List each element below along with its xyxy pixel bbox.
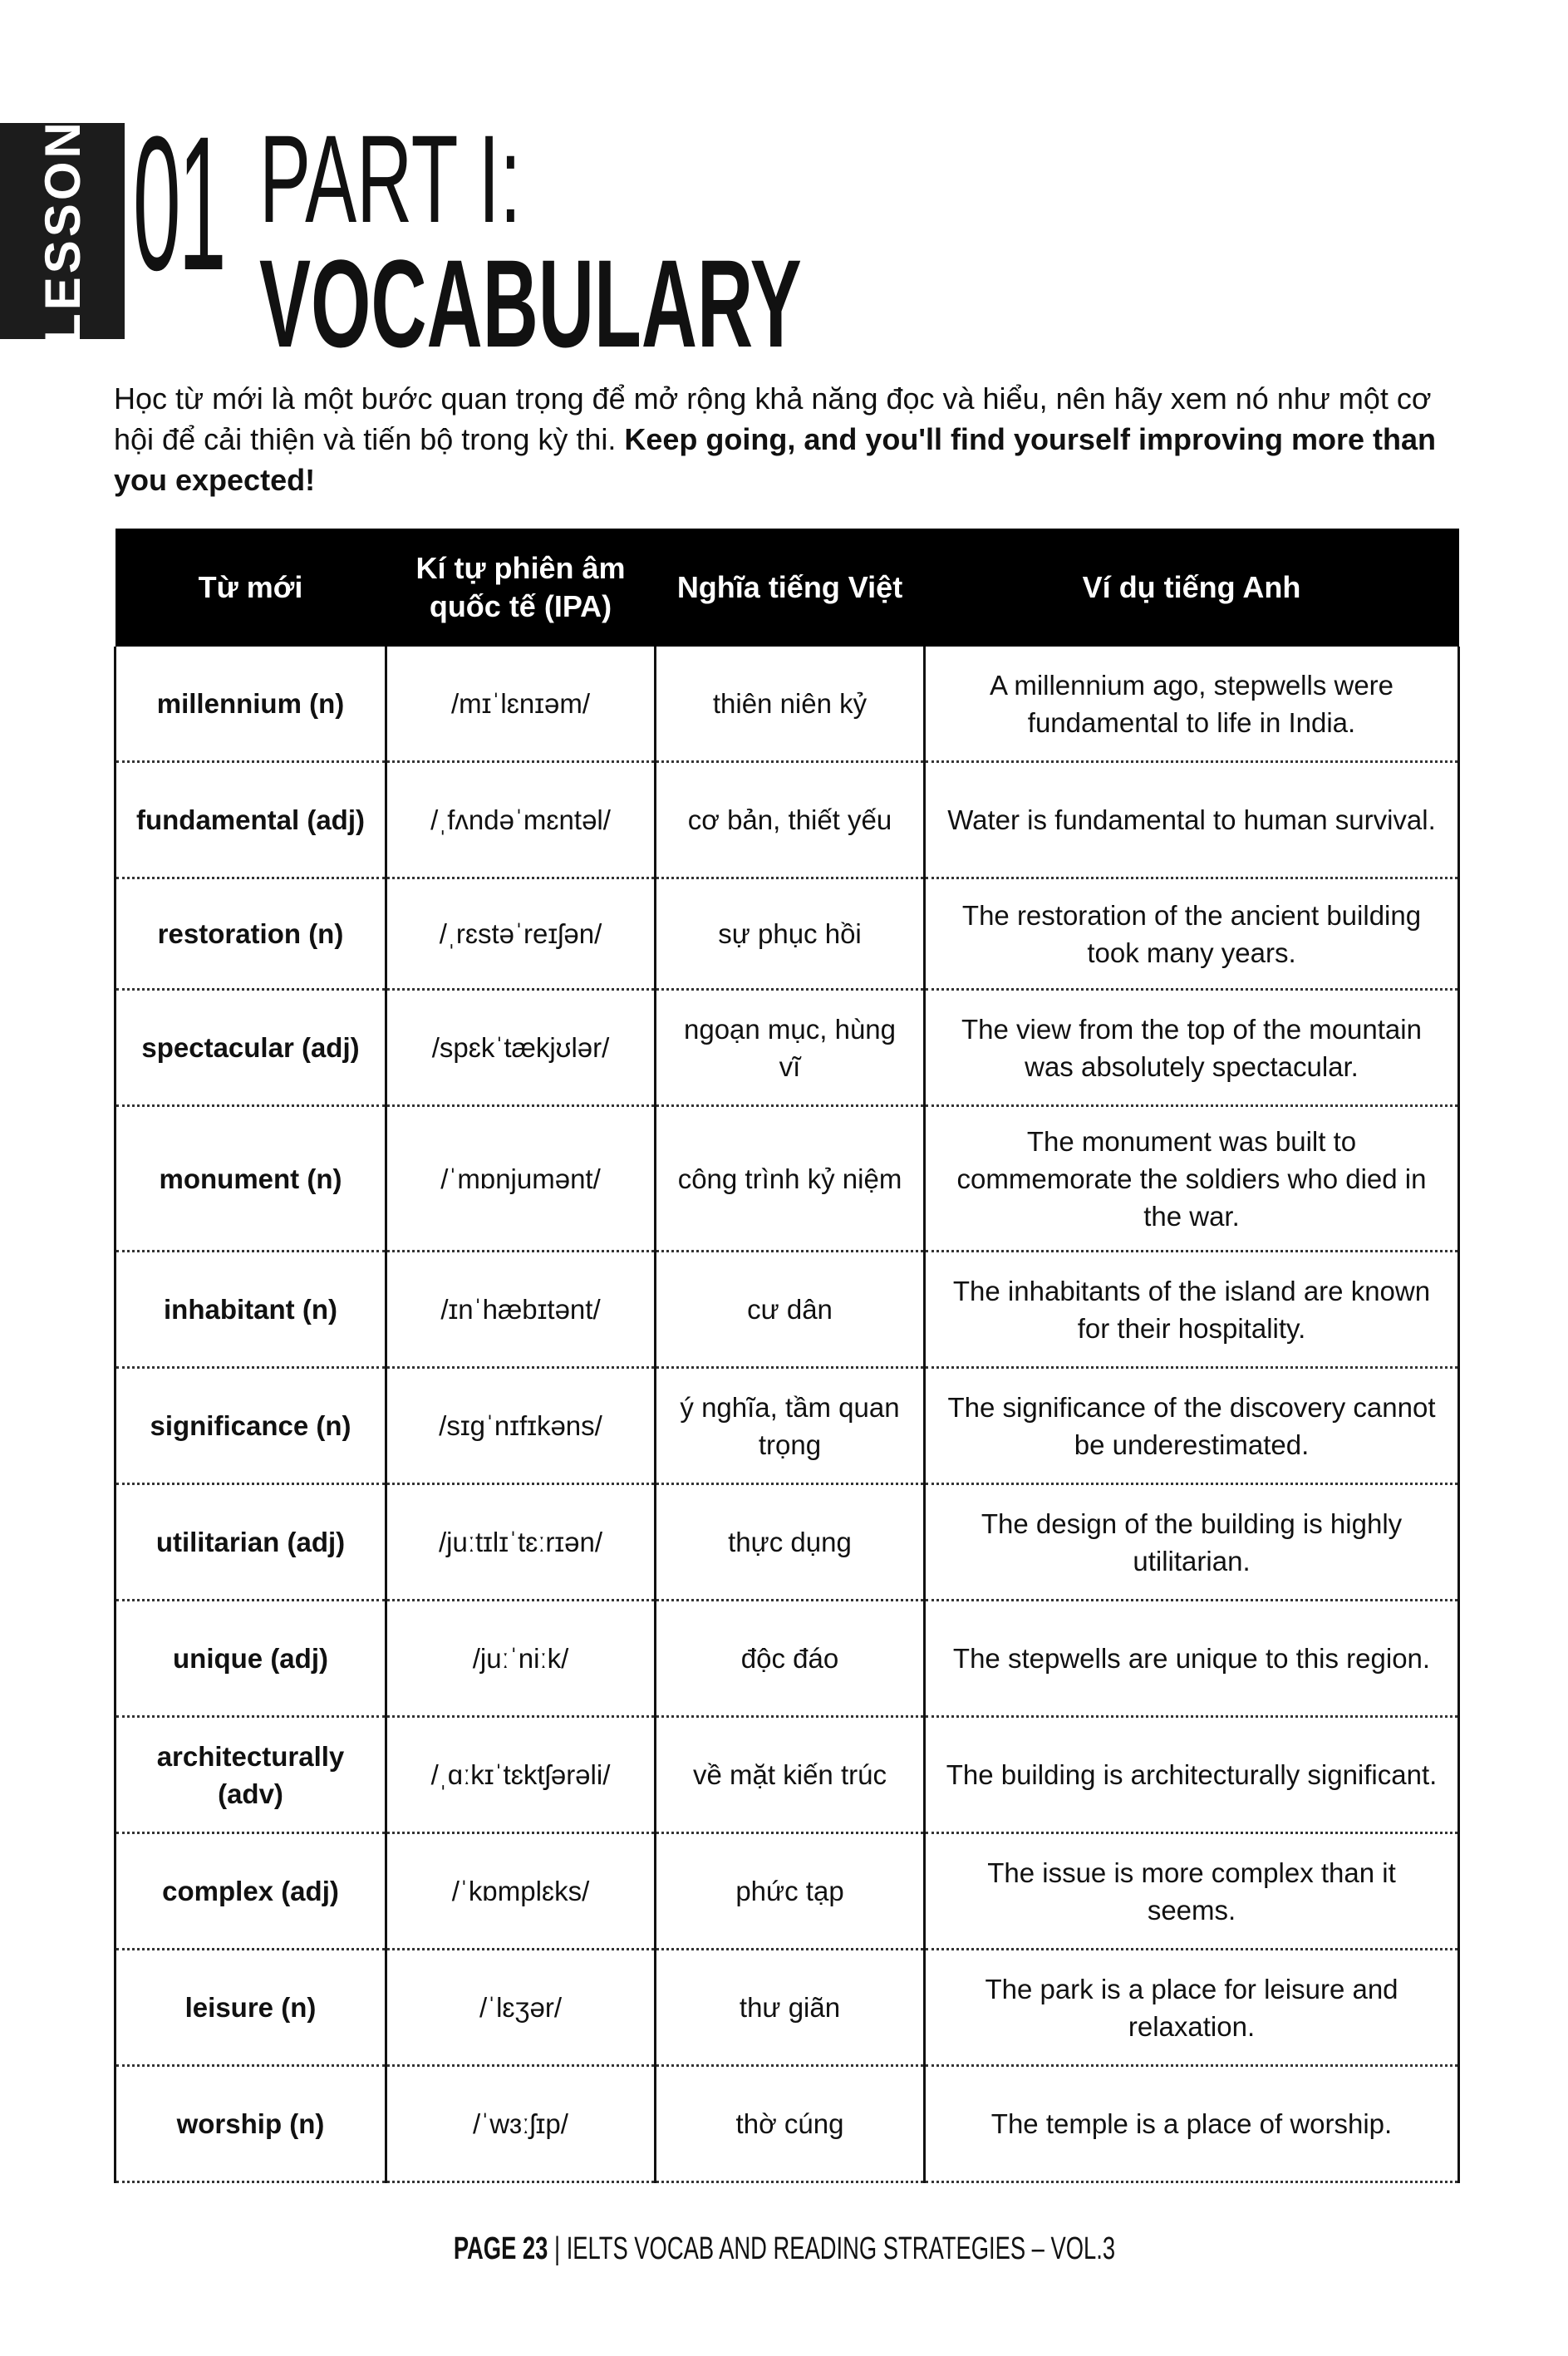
ipa-cell: /ˈlɛʒər/ [386,1950,656,2066]
page-title [259,109,1134,373]
meaning-cell: phức tạp [656,1833,925,1950]
ipa-cell: /ˌfʌndəˈmɛntəl/ [386,762,656,878]
ipa-cell: /juːtɪlɪˈtɛːrɪən/ [386,1484,656,1601]
example-cell: The stepwells are unique to this region. [925,1601,1459,1717]
ipa-cell: /ˌɑːkɪˈtɛktʃərəli/ [386,1717,656,1833]
page-footer [0,2231,1568,2267]
header-meaning: Nghĩa tiếng Việt [656,529,925,647]
ipa-cell: /ˈkɒmplɛks/ [386,1833,656,1950]
word-cell: significance (n) [116,1368,386,1484]
word-cell: inhabitant (n) [116,1252,386,1368]
example-cell: The issue is more complex than it seems. [925,1833,1459,1950]
meaning-cell: sự phục hồi [656,878,925,990]
table-row [116,1601,1459,1717]
example-cell: The monument was built to commemorate the soldiers who died in the war. [925,1106,1459,1252]
meaning-cell: độc đáo [656,1601,925,1717]
example-cell: The significance of the discovery cannot be underestimated. [925,1368,1459,1484]
ipa-cell: /mɪˈlɛnɪəm/ [386,647,656,762]
table-body [116,647,1459,2182]
ipa-cell: /juːˈniːk/ [386,1601,656,1717]
word-cell: restoration (n) [116,878,386,990]
ipa-cell: /ɪnˈhæbɪtənt/ [386,1252,656,1368]
word-cell: leisure (n) [116,1950,386,2066]
meaning-cell: thờ cúng [656,2066,925,2182]
intro-text: Học từ mới là một bước quan trọng để mở rộng khả năng đọc và hiểu, nên hãy xem nó như một cơ hội để cải thiện và tiến bộ trong kỳ thi. [114,381,1432,456]
ipa-cell: /spɛkˈtækjʊlər/ [386,990,656,1106]
meaning-cell: thư giãn [656,1950,925,2066]
table-row [116,762,1459,878]
table-row [116,1717,1459,1833]
table-row [116,2066,1459,2182]
word-cell: millennium (n) [116,647,386,762]
meaning-cell: ngoạn mục, hùng vĩ [656,990,925,1106]
meaning-cell: cư dân [656,1252,925,1368]
vocabulary-table [114,529,1460,2183]
word-cell: complex (adj) [116,1833,386,1950]
example-cell: The temple is a place of worship. [925,2066,1459,2182]
header-ipa: Kí tự phiên âm quốc tế (IPA) [386,529,656,647]
table-row [116,1368,1459,1484]
example-cell: The design of the building is highly utilitarian. [925,1484,1459,1601]
header-example: Ví dụ tiếng Anh [925,529,1459,647]
ipa-cell: /sɪgˈnɪfɪkəns/ [386,1368,656,1484]
lesson-number: 01 [133,96,224,310]
table-row [116,1833,1459,1950]
word-cell: architecturally (adv) [116,1717,386,1833]
word-cell: fundamental (adj) [116,762,386,878]
example-cell: Water is fundamental to human survival. [925,762,1459,878]
example-cell: The building is architecturally significant. [925,1717,1459,1833]
lesson-tab-label: LESSON [34,118,91,344]
title-line-1: PART I: [259,109,522,248]
ipa-cell: /ˌrɛstəˈreɪʃən/ [386,878,656,990]
word-cell: utilitarian (adj) [116,1484,386,1601]
table-row [116,1484,1459,1601]
meaning-cell: thực dụng [656,1484,925,1601]
word-cell: unique (adj) [116,1601,386,1717]
example-cell: A millennium ago, stepwells were fundamental to life in India. [925,647,1459,762]
table-header-row [116,529,1459,647]
example-cell: The inhabitants of the island are known for their hospitality. [925,1252,1459,1368]
table-row [116,990,1459,1106]
footer-separator: | [553,2231,560,2266]
table-row [116,1106,1459,1252]
lesson-tab [0,118,125,344]
meaning-cell: thiên niên kỷ [656,647,925,762]
meaning-cell: công trình kỷ niệm [656,1106,925,1252]
table-row [116,647,1459,762]
meaning-cell: ý nghĩa, tầm quan trọng [656,1368,925,1484]
meaning-cell: về mặt kiến trúc [656,1717,925,1833]
table-row [116,1950,1459,2066]
word-cell: spectacular (adj) [116,990,386,1106]
example-cell: The restoration of the ancient building took many years. [925,878,1459,990]
meaning-cell: cơ bản, thiết yếu [656,762,925,878]
table-row [116,878,1459,990]
word-cell: monument (n) [116,1106,386,1252]
word-cell: worship (n) [116,2066,386,2182]
ipa-cell: /ˈmɒnjumənt/ [386,1106,656,1252]
intro-bold-text: Keep going, and you'll find yourself improving more than you expected! [114,422,1436,497]
header-word: Từ mới [116,529,386,647]
page-number: PAGE 23 [453,2231,548,2266]
title-line-2: VOCABULARY [259,234,802,373]
table-row [116,1252,1459,1368]
intro-paragraph [114,378,1460,500]
example-cell: The park is a place for leisure and relaxation. [925,1950,1459,2066]
example-cell: The view from the top of the mountain was absolutely spectacular. [925,990,1459,1106]
ipa-cell: /ˈwɜːʃɪp/ [386,2066,656,2182]
book-title: IELTS VOCAB AND READING STRATEGIES – VOL.3 [566,2231,1115,2266]
